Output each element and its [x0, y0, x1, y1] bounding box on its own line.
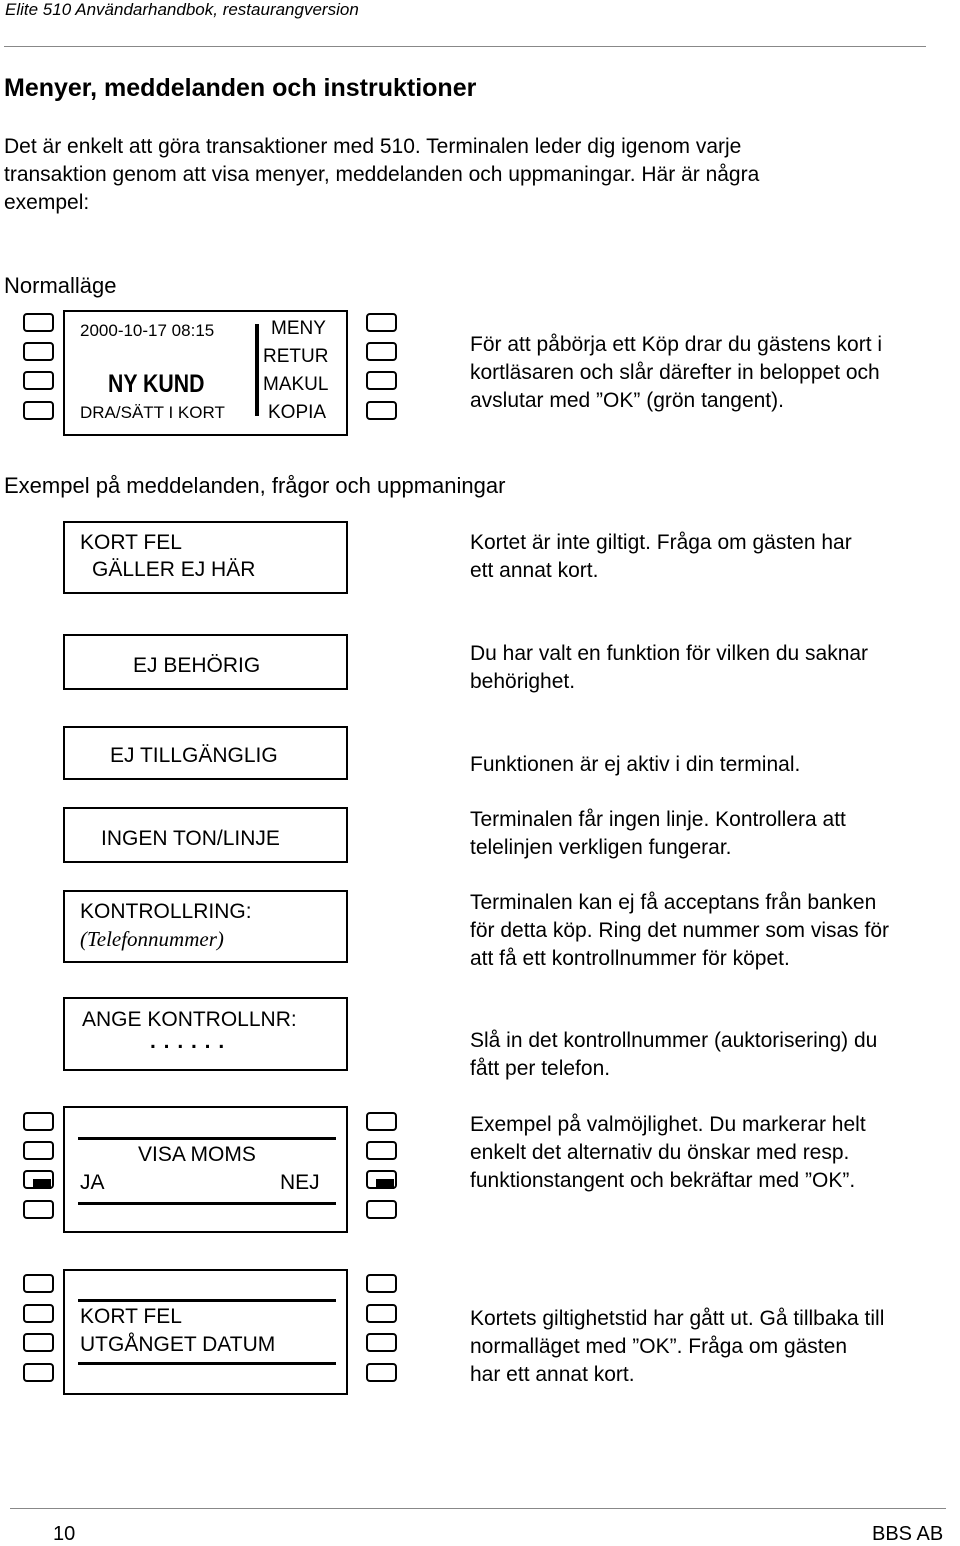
- choice-option-ja: JA: [80, 1171, 105, 1194]
- example-description: [470, 889, 889, 973]
- display-line: EJ BEHÖRIG: [133, 654, 261, 677]
- description-line: enkelt det alternativ du önskar med resp.: [470, 1141, 850, 1164]
- description-line: För att påbörja ett Köp drar du gästens kort i: [470, 333, 883, 356]
- description-line: Kortet är inte giltigt. Fråga om gästen har: [470, 531, 852, 554]
- display-phone-placeholder: (Telefonnummer): [80, 927, 224, 951]
- running-header: Elite 510 Användarhandbok, restaurangversion: [5, 0, 359, 19]
- example-description: [470, 806, 846, 862]
- display-line: VISA MOMS: [138, 1143, 256, 1166]
- display-input-dots: . . . . . .: [150, 1030, 226, 1053]
- left-function-key-1[interactable]: [23, 1112, 54, 1131]
- example-description: [470, 1111, 866, 1195]
- normal-mode-heading: Normalläge: [4, 273, 117, 298]
- display-line: INGEN TON/LINJE: [101, 827, 280, 850]
- right-function-key-4[interactable]: [366, 1363, 397, 1382]
- description-line: Slå in det kontrollnummer (auktorisering) du: [470, 1029, 878, 1052]
- display-line: KONTROLLRING:: [80, 900, 252, 923]
- right-function-key-2[interactable]: [366, 1141, 397, 1160]
- description-line: Terminalen får ingen linje. Kontrollera att: [470, 808, 846, 831]
- description-line: funktionstangent och bekräftar med ”OK”.: [470, 1169, 856, 1192]
- expired-card-display: [63, 1269, 348, 1395]
- right-function-key-3[interactable]: [366, 371, 397, 390]
- display-separator: [78, 1299, 336, 1302]
- left-function-key-4[interactable]: [23, 1200, 54, 1219]
- description-line: att få ett kontrollnummer för köpet.: [470, 947, 790, 970]
- description-line: Kortets giltighetstid har gått ut. Gå tillbaka till: [470, 1307, 885, 1330]
- display-separator: [78, 1202, 336, 1205]
- right-function-key-1[interactable]: [366, 1274, 397, 1293]
- example-description: [470, 1305, 884, 1389]
- menu-option-makul: MAKUL: [263, 374, 329, 395]
- right-function-key-4[interactable]: [366, 401, 397, 420]
- description-line: normalläget med ”OK”. Fråga om gästen: [470, 1335, 847, 1358]
- intro-line: Det är enkelt att göra transaktioner med 510. Terminalen leder dig igenom varje: [4, 135, 742, 158]
- display-line: KORT FEL: [80, 531, 182, 554]
- left-function-key-1[interactable]: [23, 1274, 54, 1293]
- display-line: UTGÅNGET DATUM: [80, 1333, 276, 1356]
- right-function-key-2[interactable]: [366, 342, 397, 361]
- left-function-key-4[interactable]: [23, 401, 54, 420]
- display-prompt: DRA/SÄTT I KORT: [80, 403, 225, 422]
- examples-heading: Exempel på meddelanden, frågor och uppmaningar: [4, 473, 506, 498]
- right-function-key-4[interactable]: [366, 1200, 397, 1219]
- left-function-key-2[interactable]: [23, 1304, 54, 1323]
- intro-line: transaktion genom att visa menyer, meddelanden och uppmaningar. Här är några: [4, 163, 760, 186]
- description-line: fått per telefon.: [470, 1057, 611, 1080]
- display-datetime: 2000-10-17 08:15: [80, 321, 215, 340]
- description-line: har ett annat kort.: [470, 1363, 635, 1386]
- description-line: Terminalen kan ej få acceptans från banken: [470, 891, 877, 914]
- right-function-key-2[interactable]: [366, 1304, 397, 1323]
- intro-paragraph: [4, 133, 759, 217]
- left-function-key-2[interactable]: [23, 342, 54, 361]
- example-description: [470, 529, 852, 585]
- right-function-key-3-selected[interactable]: [366, 1170, 397, 1189]
- page-number: 10: [53, 1523, 76, 1545]
- menu-option-retur: RETUR: [263, 346, 329, 367]
- description-line: Exempel på valmöjlighet. Du markerar helt: [470, 1113, 866, 1136]
- description-line: för detta köp. Ring det nummer som visas för: [470, 919, 890, 942]
- description-line: ett annat kort.: [470, 559, 599, 582]
- description-line: behörighet.: [470, 670, 576, 693]
- menu-option-kopia: KOPIA: [268, 402, 327, 423]
- company-name: BBS AB: [872, 1523, 944, 1545]
- normal-mode-description: [470, 331, 882, 415]
- left-function-key-4[interactable]: [23, 1363, 54, 1382]
- left-function-key-3[interactable]: [23, 1333, 54, 1352]
- display-divider: [255, 324, 259, 416]
- display-line: GÄLLER EJ HÄR: [92, 558, 256, 581]
- display-line: ANGE KONTROLLNR:: [82, 1008, 297, 1031]
- display-line: KORT FEL: [80, 1305, 182, 1328]
- example-description: [470, 751, 800, 779]
- description-line: Funktionen är ej aktiv i din terminal.: [470, 753, 801, 776]
- choice-option-nej: NEJ: [280, 1171, 320, 1194]
- description-line: telelinjen verkligen fungerar.: [470, 836, 732, 859]
- description-line: Du har valt en funktion för vilken du saknar: [470, 642, 869, 665]
- footer-rule: [10, 1508, 946, 1509]
- left-function-key-1[interactable]: [23, 313, 54, 332]
- left-function-key-3[interactable]: [23, 371, 54, 390]
- display-line: EJ TILLGÄNGLIG: [110, 744, 278, 767]
- display-separator: [78, 1137, 336, 1140]
- left-function-key-2[interactable]: [23, 1141, 54, 1160]
- section-title: Menyer, meddelanden och instruktioner: [4, 74, 477, 102]
- intro-line: exempel:: [4, 191, 90, 214]
- choice-display: [63, 1106, 348, 1233]
- description-line: avslutar med ”OK” (grön tangent).: [470, 389, 784, 412]
- display-title: NY KUND: [108, 370, 205, 398]
- right-function-key-3[interactable]: [366, 1333, 397, 1352]
- left-function-key-3-selected[interactable]: [23, 1170, 54, 1189]
- example-description: [470, 1027, 877, 1083]
- right-function-key-1[interactable]: [366, 313, 397, 332]
- example-description: [470, 640, 868, 696]
- menu-option-meny: MENY: [271, 318, 326, 339]
- display-separator: [78, 1362, 336, 1365]
- right-function-key-1[interactable]: [366, 1112, 397, 1131]
- description-line: kortläsaren och slår därefter in beloppet och: [470, 361, 880, 384]
- header-rule: [4, 46, 926, 47]
